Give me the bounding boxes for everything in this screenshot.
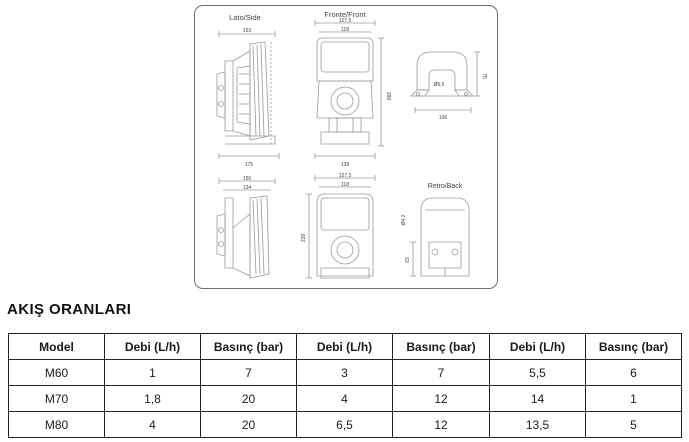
technical-drawing-frame: [194, 5, 498, 289]
table-row: [9, 386, 682, 412]
cell-pressure: 7: [393, 360, 490, 386]
dim-front2-inner-width: 118: [341, 182, 349, 188]
label-front: Fronte/Front: [324, 10, 366, 19]
cell-flow: 4: [105, 412, 201, 438]
dim-front2-height: 228: [301, 233, 307, 243]
cell-flow: 13,5: [490, 412, 586, 438]
header-flow-2: Debi (L/h): [297, 334, 393, 360]
cell-pressure: 6: [586, 360, 682, 386]
cell-flow: 1: [105, 360, 201, 386]
dim-bracket-hole: Ø5,5: [433, 82, 445, 88]
header-flow-1: Debi (L/h): [105, 334, 201, 360]
cell-flow: 5,5: [490, 360, 586, 386]
cell-pressure: 12: [393, 386, 490, 412]
cell-flow: 1,8: [105, 386, 201, 412]
dim-side-bottom-width: 175: [244, 162, 254, 168]
cell-pressure: 5: [586, 412, 682, 438]
dim-front-outer-width: 127,5: [338, 18, 352, 24]
header-pressure-2: Basınç (bar): [393, 334, 490, 360]
cell-flow: 4: [297, 386, 393, 412]
cell-model: M70: [9, 386, 105, 412]
cell-pressure: 7: [201, 360, 297, 386]
cell-pressure: 12: [393, 412, 490, 438]
cell-pressure: 1: [586, 386, 682, 412]
header-flow-3: Debi (L/h): [490, 334, 586, 360]
cell-model: M80: [9, 412, 105, 438]
label-side: Lato/Side: [229, 13, 261, 22]
header-pressure-1: Basınç (bar): [201, 334, 297, 360]
cell-pressure: 20: [201, 386, 297, 412]
cell-flow: 6,5: [297, 412, 393, 438]
dim-side2-outer-width: 156: [242, 176, 252, 182]
dim-front-inner-width: 118: [341, 27, 349, 33]
dim-bracket-width: 106: [438, 115, 448, 121]
cell-model: M60: [9, 360, 105, 386]
table-row: [9, 412, 682, 438]
table-header-row: [9, 334, 682, 360]
cell-flow: 14: [490, 386, 586, 412]
cell-flow: 3: [297, 360, 393, 386]
dim-front-bottom-width: 138: [340, 162, 350, 168]
dim-back-height: 63: [405, 257, 411, 263]
label-back: Retro/Back: [427, 183, 463, 190]
section-heading: AKIŞ ORANLARI: [7, 301, 132, 318]
flow-rate-table: [8, 333, 682, 438]
dim-bracket-height: 75: [481, 73, 487, 79]
header-model: Model: [9, 334, 105, 360]
dim-side2-inner-width: 134: [242, 185, 252, 191]
dim-front2-outer-width: 127,5: [338, 173, 352, 179]
technical-drawing: [195, 6, 499, 290]
dim-front-height: 288: [385, 91, 391, 101]
dim-back-hole: Ø4,2: [401, 214, 407, 226]
dim-side-top-width: 153: [242, 28, 252, 34]
header-pressure-3: Basınç (bar): [586, 334, 682, 360]
table-row: [9, 360, 682, 386]
cell-pressure: 20: [201, 412, 297, 438]
